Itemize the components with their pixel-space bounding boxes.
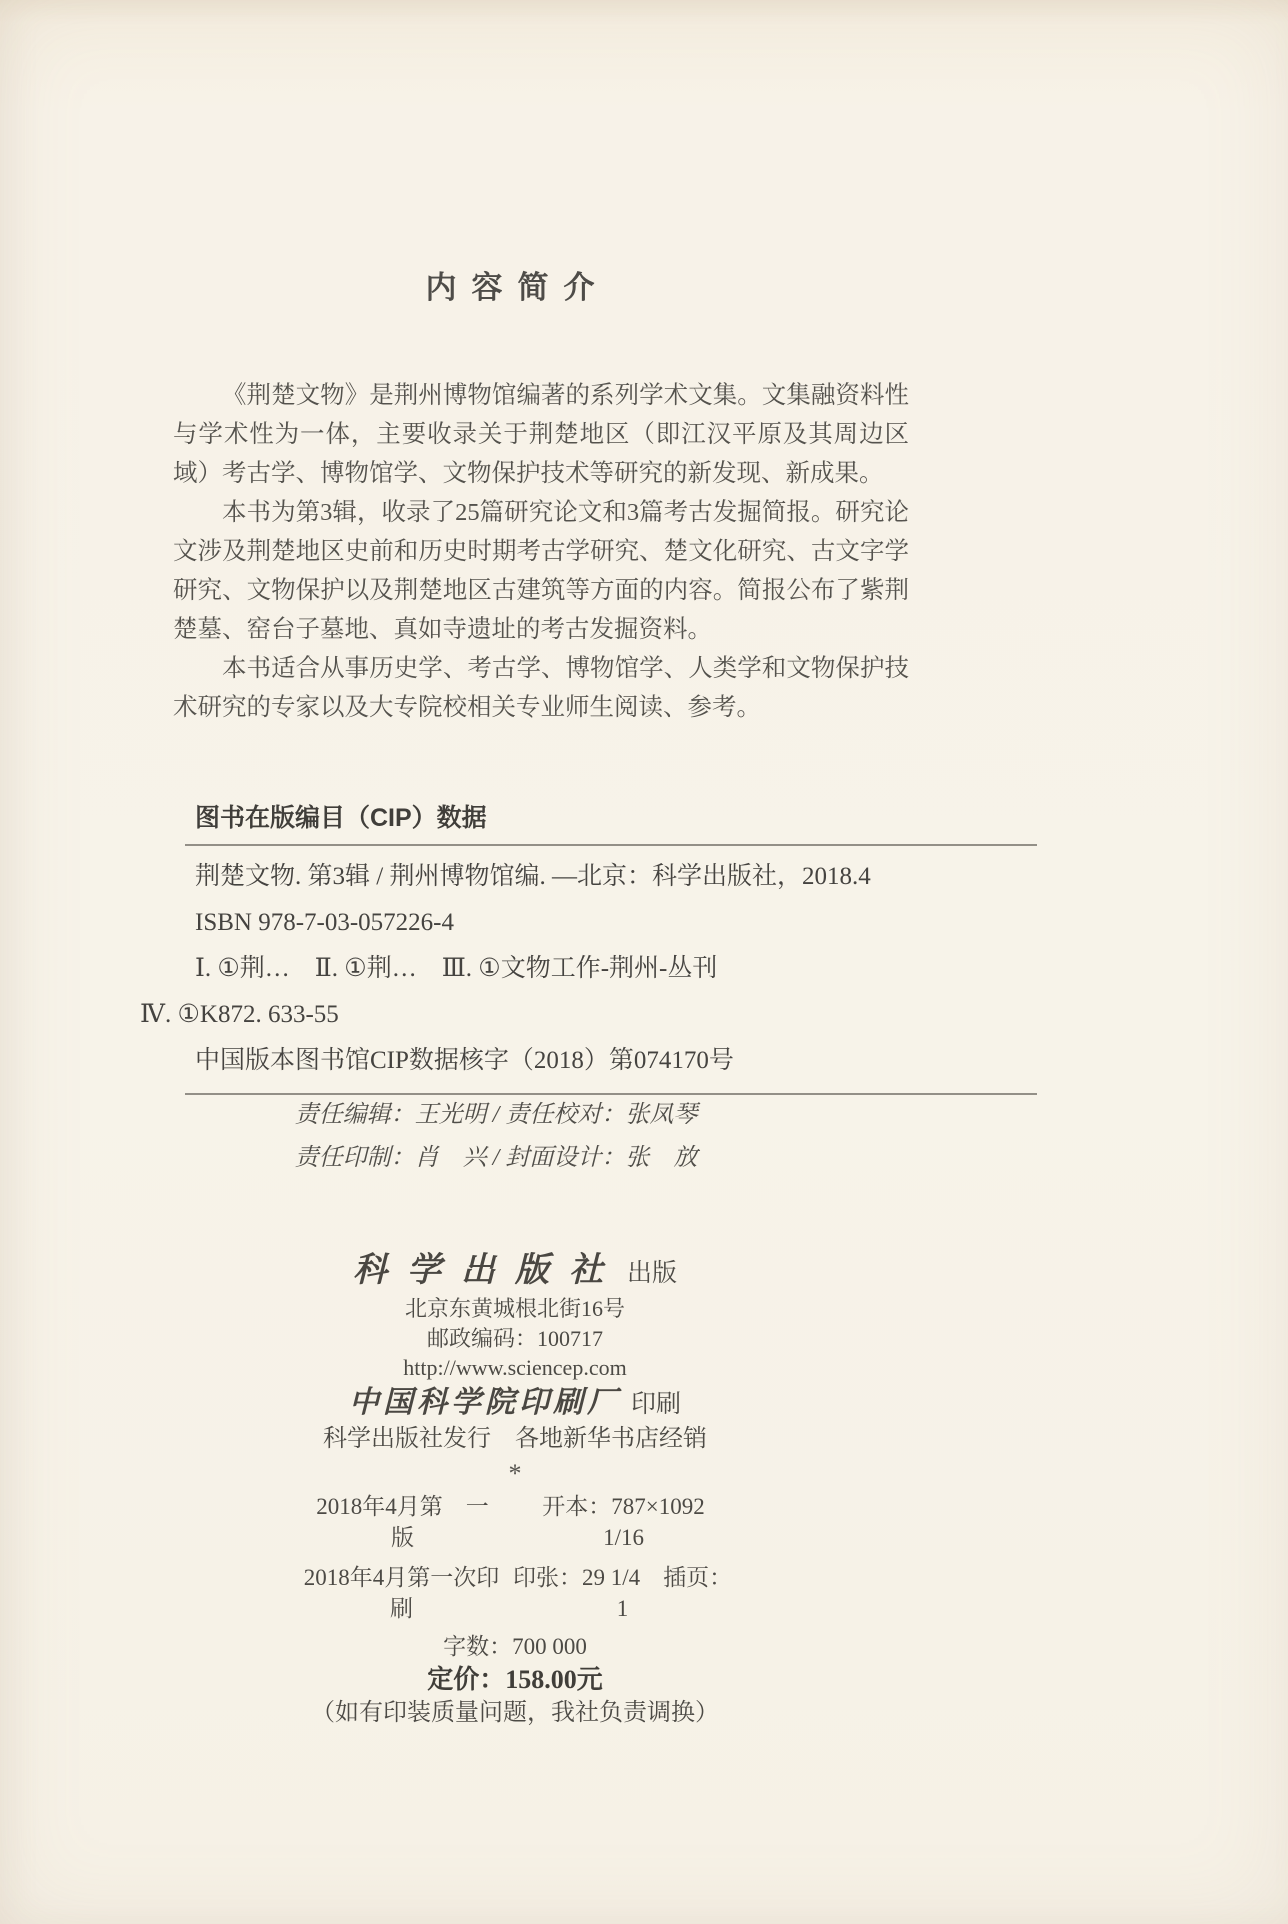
printer-name-calligraphy: 中国科学院印刷厂: [348, 1385, 621, 1419]
intro-paragraphs: [173, 376, 909, 727]
print-run-row: [294, 1562, 736, 1624]
cip-block: [140, 802, 1040, 1095]
cip-isbn: ISBN 978-7-03-057226-4: [195, 909, 455, 936]
publisher-name-line: [0, 1248, 1030, 1294]
credits-print-design-line: 责任印制：肖 兴 / 封面设计：张 放: [294, 1145, 698, 1171]
cip-divider-top: [185, 844, 1037, 846]
exchange-note: （如有印装质量问题，我社负责调换）: [311, 1700, 719, 1727]
printer-line: [0, 1383, 1030, 1424]
edition-row: [294, 1491, 736, 1553]
publisher-colophon-block: [0, 1248, 1030, 1730]
publisher-website: http://www.sciencep.com: [403, 1355, 627, 1381]
publisher-postcode: 邮政编码：100717: [426, 1325, 603, 1351]
printer-suffix: 印刷: [630, 1390, 681, 1418]
separator-star: *: [508, 1458, 522, 1488]
print-run-date: 2018年4月第一次印刷: [303, 1565, 500, 1622]
cip-title-line: 荆楚文物. 第3辑 / 荆州博物馆编. —北京：科学出版社，2018.4: [195, 863, 871, 890]
price: 定价：158.00元: [427, 1665, 603, 1695]
credits-block: [0, 1094, 992, 1180]
edition-date: 2018年4月第 一 版: [316, 1493, 512, 1550]
word-count: 字数：700 000: [443, 1634, 587, 1660]
intro-paragraph-1: 《荆楚文物》是荆州博物馆编著的系列学术文集。文集融资料性与学术性为一体，主要收录关于荆楚地区（即江汉平原及其周边区域）考古学、博物馆学、文物保护技术等研究的新发现、新成果。: [173, 382, 909, 487]
credits-editors-line: 责任编辑：王光明 / 责任校对：张凤琴: [294, 1102, 698, 1128]
cip-classification-2: Ⅳ. ①K872. 633-55: [140, 1001, 339, 1028]
cip-heading: 图书在版编目（CIP）数据: [195, 804, 487, 832]
cip-record-number: 中国版本图书馆CIP数据核字（2018）第074170号: [195, 1047, 734, 1074]
intro-paragraph-2: 本书为第3辑，收录了25篇研究论文和3篇考古发掘简报。研究论文涉及荆楚地区史前和历史时期考古学研究、楚文化研究、古文字学研究、文物保护以及荆楚地区古建筑等方面的内容。简报公布了紫荆楚墓、窑台子墓地、真如寺遗址的考古发掘资料。: [173, 499, 909, 643]
publisher-address: 北京东黄城根北街16号: [404, 1295, 625, 1321]
publisher-name-calligraphy: 科学出版社: [352, 1252, 623, 1289]
cip-lines: [140, 854, 1040, 1084]
publisher-name-suffix: 出版: [626, 1260, 677, 1287]
intro-paragraph-3: 本书适合从事历史学、考古学、博物馆学、人类学和文物保护技术研究的专家以及大专院校相关专业师生阅读、参考。: [173, 655, 909, 721]
intro-heading: 内容简介: [425, 270, 610, 305]
format-spec: 开本：787×1092 1/16: [542, 1493, 728, 1550]
sheets-inserts-spec: 印张：29 1/4 插页：1: [512, 1565, 733, 1622]
cip-classification: Ⅰ. ①荆… Ⅱ. ①荆… Ⅲ. ①文物工作-荆州-丛刊: [195, 955, 718, 982]
distribution-line: 科学出版社发行 各地新华书店经销: [323, 1426, 707, 1453]
